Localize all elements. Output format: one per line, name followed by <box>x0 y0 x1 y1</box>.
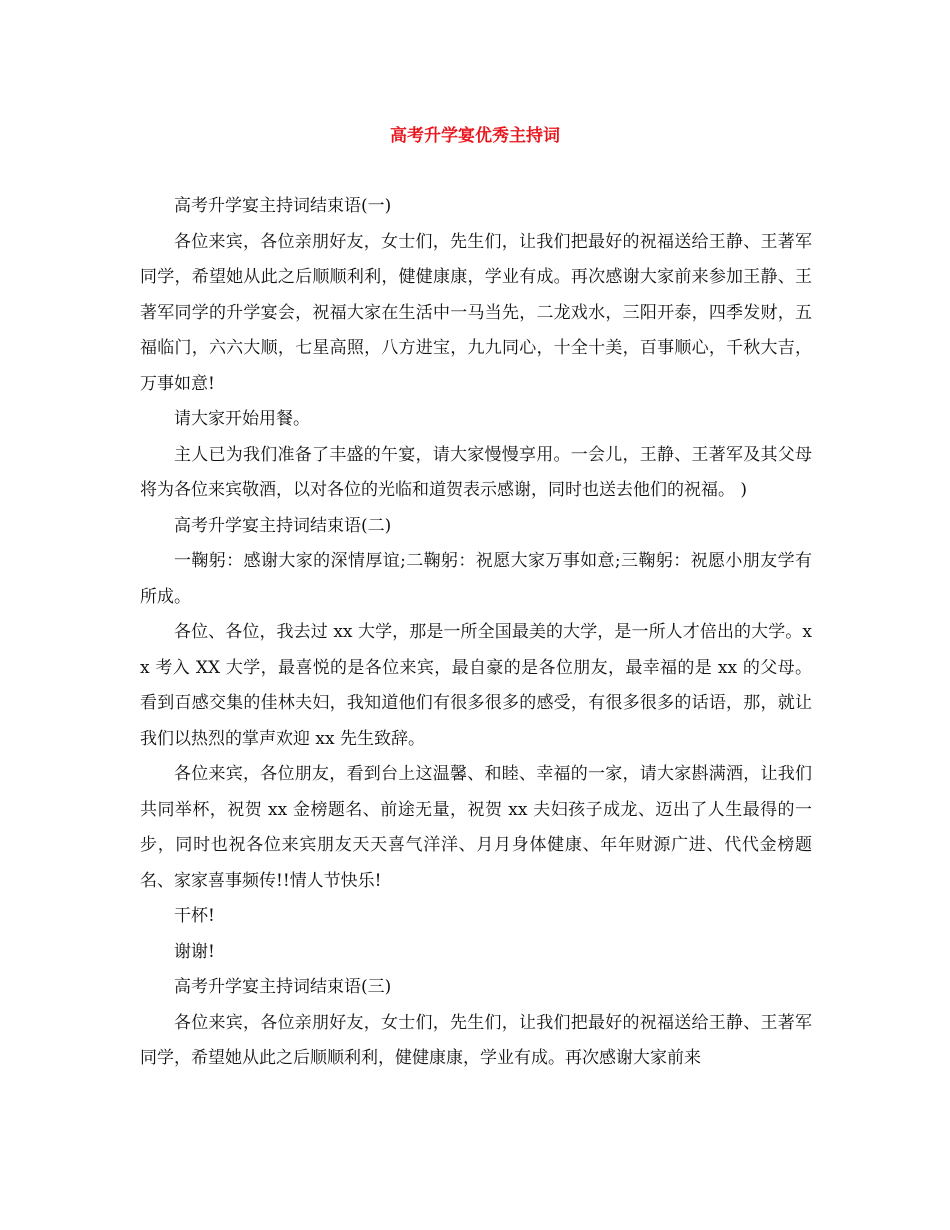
section-heading: 高考升学宴主持词结束语(一) <box>174 196 392 216</box>
paragraph: 谢谢! <box>174 941 215 962</box>
paragraph: 各位来宾，各位亲朋好友，女士们，先生们，让我们把最好的祝福送给王静、王著军同学，希望她从此之后顺顺利利，健健康康，学业有成。再次感谢大家前来参加王静、王著军同学的升学宴会，祝福大家在生活中一马当先，二龙戏水，三阳开泰，四季发财，五福临门，六六大顺，七星高照，八方进宝，九九同心，十全十美，百事顺心，千秋大吉，万事如意! <box>140 231 812 394</box>
paragraph: 各位、各位，我去过 xx 大学，那是一所全国最美的大学，是一所人才倍出的大学。xx 考入 XX 大学，最喜悦的是各位来宾，最自豪的是各位朋友，最幸福的是 xx 的父母。看到百感交集的佳林夫妇，我知道他们有很多很多的感受，有很多很多的话语，那，就让我们以热烈的掌声欢迎 xx 先生致辞。 <box>140 622 812 749</box>
paragraph: 各位来宾，各位亲朋好友，女士们，先生们，让我们把最好的祝福送给王静、王著军同学，希望她从此之后顺顺利利，健健康康，学业有成。再次感谢大家前来 <box>140 1012 812 1068</box>
document-body <box>140 189 812 1077</box>
paragraph: 各位来宾，各位朋友，看到台上这温馨、和睦、幸福的一家，请大家斟满酒，让我们共同举杯，祝贺 xx 金榜题名、前途无量，祝贺 xx 夫妇孩子成龙、迈出了人生最得的一步，同时也祝各位来宾朋友天天喜气洋洋、月月身体健康、年年财源广进、代代金榜题名、家家喜事频传!!情人节快乐! <box>140 764 812 891</box>
paragraph: 主人已为我们准备了丰盛的午宴，请大家慢慢享用。一会儿，王静、王著军及其父母将为各位来宾敬酒，以对各位的光临和道贺表示感谢，同时也送去他们的祝福。 ) <box>140 444 812 500</box>
paragraph: 干杯! <box>174 906 215 926</box>
paragraph: 一鞠躬：感谢大家的深情厚谊;二鞠躬：祝愿大家万事如意;三鞠躬：祝愿小朋友学有所成。 <box>140 551 812 607</box>
section-heading: 高考升学宴主持词结束语(三) <box>174 977 392 997</box>
document-title: 高考升学宴优秀主持词 <box>390 126 560 146</box>
paragraph: 请大家开始用餐。 <box>174 409 310 429</box>
section-heading: 高考升学宴主持词结束语(二) <box>174 515 392 536</box>
